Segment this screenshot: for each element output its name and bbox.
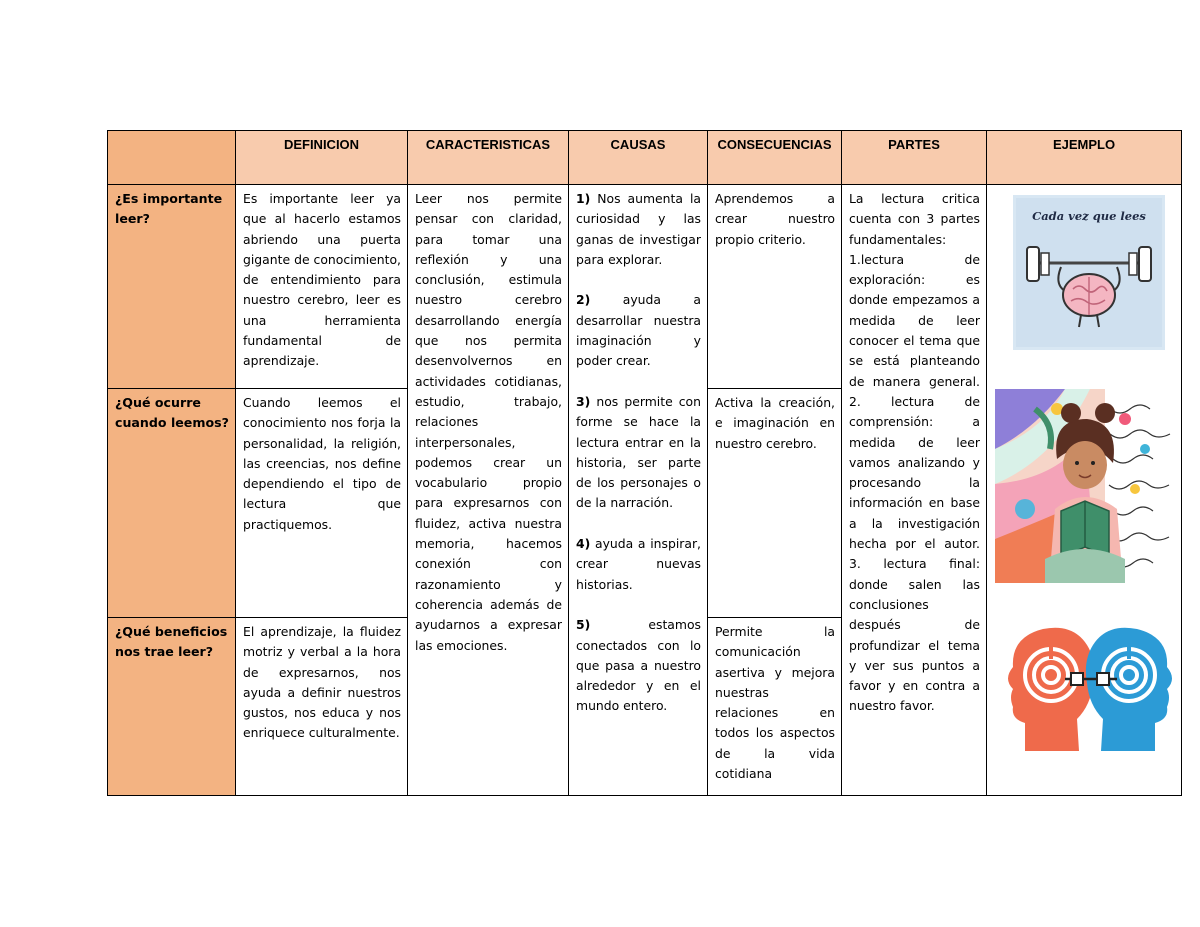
question-3: ¿Qué beneficios nos trae leer? <box>107 617 236 796</box>
ejemplo-cell <box>986 184 1182 796</box>
causa-item: 2) ayuda a desarrollar nuestra imaginación y poder crear. <box>576 292 701 369</box>
question-2: ¿Qué ocurre cuando leemos? <box>107 388 236 618</box>
definicion-cell-3: El aprendizaje, la fluidez motriz y verbal a la hora de expresarnos, nos ayuda a definir nuestros gustos, nos educa y nos enriquece culturalmente. <box>235 617 408 796</box>
header-caracteristicas: CARACTERISTICAS <box>407 130 569 185</box>
comparison-table <box>107 130 1182 796</box>
causas-cell <box>568 184 708 796</box>
consecuencias-cell-2: Activa la creación, e imaginación en nuestro cerebro. <box>707 388 842 618</box>
girl-reading-book-icon <box>995 389 1175 583</box>
header-definicion: DEFINICION <box>235 130 408 185</box>
causa-item: 4) ayuda a inspirar, crear nuevas historias. <box>576 536 701 592</box>
header-ejemplo: EJEMPLO <box>986 130 1182 185</box>
ejemplo-caption: Cada vez que lees <box>1032 209 1146 223</box>
brain-lifting-barbell-icon <box>1013 195 1165 350</box>
corner-cell <box>107 130 236 185</box>
partes-cell: La lectura critica cuenta con 3 partes fundamentales: 1.lectura de exploración: es donde empezamos a medida de leer conocer el tema que se está planteando de manera general. 2. lectura de comprensión: a medida de leer vamos analizando y procesando la información en base a la investigación hecha por el autor. 3. lectura final: donde salen las conclusiones después de profundizar el tema y ver sus puntos a favor y en contra a nuestro favor. <box>841 184 987 796</box>
definicion-cell-2: Cuando leemos el conocimiento nos forja la personalidad, la religión, las creencias, nos define dependiendo el tipo de lectura que practiquemos. <box>235 388 408 618</box>
definicion-cell-1: Es importante leer ya que al hacerlo estamos abriendo una puerta gigante de conocimiento, de entendimiento para nuestro cerebro, leer es una herramienta fundamental de aprendizaje. <box>235 184 408 389</box>
header-consecuencias: CONSECUENCIAS <box>707 130 842 185</box>
causa-item: 5) estamos conectados con lo que pasa a nuestro alrededor y en el mundo entero. <box>576 617 701 714</box>
header-causas: CAUSAS <box>568 130 708 185</box>
consecuencias-cell-1: Aprendemos a crear nuestro propio criterio. <box>707 184 842 389</box>
caracteristicas-cell: Leer nos permite pensar con claridad, para tomar una reflexión y una conclusión, estimula nuestro cerebro desarrollando energía que nos permita desenvolvernos en actividades cotidianas, estudio, trabajo, relaciones interpersonales, podemos crear un vocabulario propio para expresarnos con fluidez, activa nuestra memoria, hacemos conexión con razonamiento y coherencia además de ayudarnos a expresar las emociones. <box>407 184 569 796</box>
causa-item: 1) Nos aumenta la curiosidad y las ganas de investigar para explorar. <box>576 191 701 267</box>
header-partes: PARTES <box>841 130 987 185</box>
consecuencias-cell-3: Permite la comunicación asertiva y mejora nuestras relaciones en todos los aspectos de la vida cotidiana <box>707 617 842 796</box>
causa-item: 3) nos permite con forme se hace la lectura entrar en la historia, ser parte de los personajes o de la narración. <box>576 393 701 511</box>
two-heads-maze-icon <box>1007 623 1173 753</box>
question-1: ¿Es importante leer? <box>107 184 236 389</box>
